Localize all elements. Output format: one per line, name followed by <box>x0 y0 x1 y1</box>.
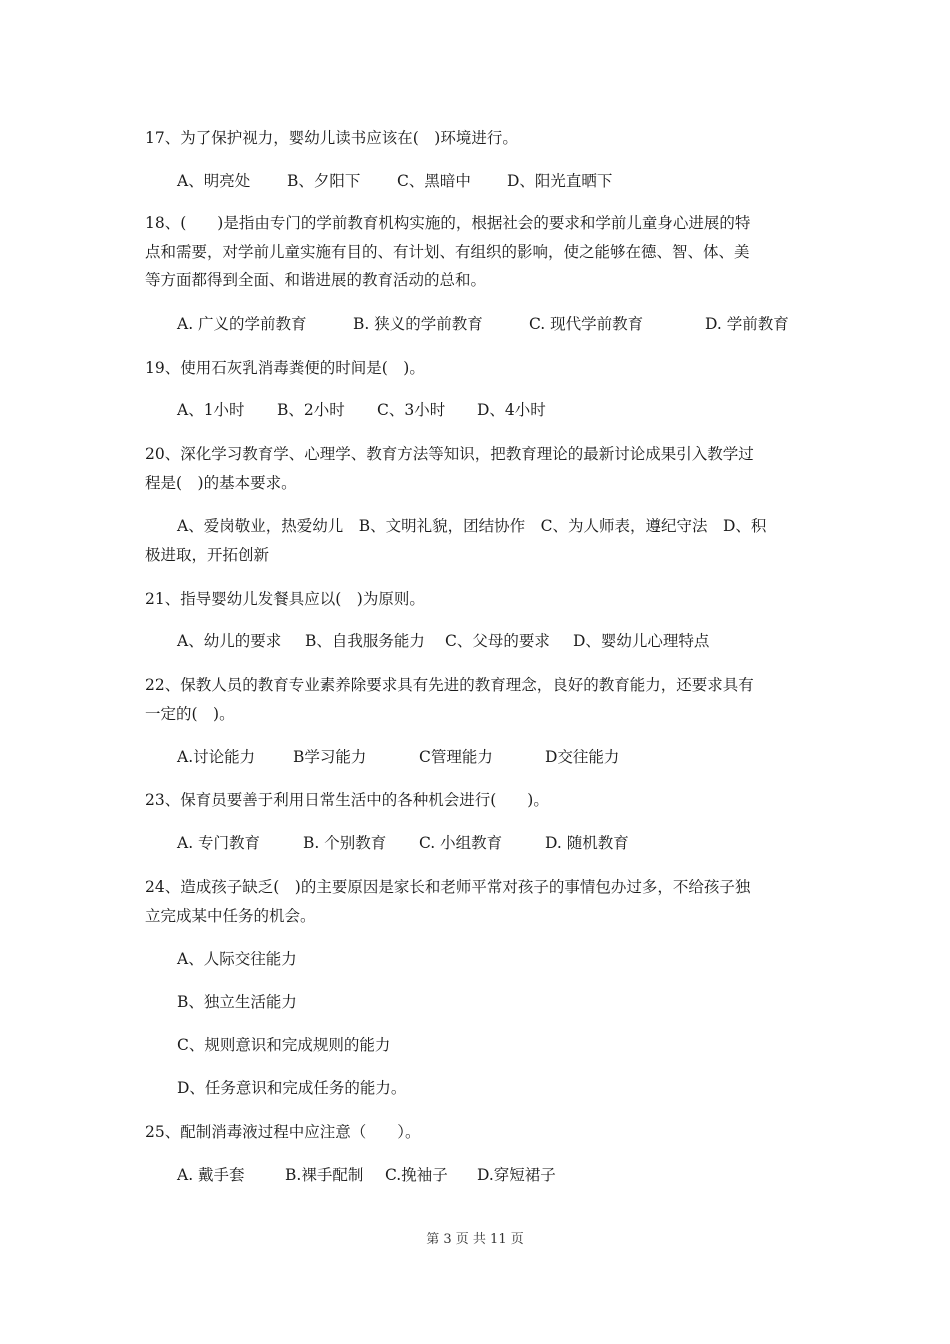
option-d: D、阳光直晒下 <box>507 172 613 190</box>
option-b: B. 个别教育 <box>303 834 387 852</box>
option-d: D、4小时 <box>477 401 546 419</box>
option-a: A、明亮处 <box>177 172 251 190</box>
question-23-options <box>177 832 629 854</box>
question-25-line-1: 25、配制消毒液过程中应注意（ ）。 <box>145 1123 421 1141</box>
option-b: B、夕阳下 <box>287 172 361 190</box>
option-c: C. 现代学前教育 <box>529 315 644 333</box>
question-25-options <box>177 1164 556 1186</box>
option-d: D. 随机教育 <box>545 834 629 852</box>
option-c: C. 小组教育 <box>419 834 503 852</box>
option-c: C、父母的要求 <box>445 632 550 650</box>
question-18-options <box>177 313 789 335</box>
question-20-options-line-1: A、爱岗敬业，热爱幼儿 B、文明礼貌，团结协作 C、为人师表，遵纪守法 D、积 <box>177 517 767 535</box>
question-24-option-c: C、规则意识和完成规则的能力 <box>177 1036 391 1054</box>
question-19-line-1: 19、使用石灰乳消毒粪便的时间是( )。 <box>145 359 425 377</box>
question-23-line-1: 23、保育员要善于利用日常生活中的各种机会进行( )。 <box>145 791 549 809</box>
option-a: A. 广义的学前教育 <box>177 315 307 333</box>
option-d: D交往能力 <box>545 748 620 766</box>
question-17-options <box>177 170 612 192</box>
option-d: D、婴幼儿心理特点 <box>573 632 710 650</box>
question-24-option-a: A、人际交往能力 <box>177 950 297 968</box>
page-footer: 第 3 页 共 11 页 <box>426 1232 524 1247</box>
question-24-line-1: 24、造成孩子缺乏( )的主要原因是家长和老师平常对孩子的事情包办过多，不给孩子独 <box>145 878 751 896</box>
option-b: B. 狭义的学前教育 <box>353 315 483 333</box>
question-24-option-b: B、独立生活能力 <box>177 993 297 1011</box>
question-22-line-2: 一定的( )。 <box>145 705 235 723</box>
question-20-options-line-2: 极进取，开拓创新 <box>145 546 270 564</box>
option-a: A. 专门教育 <box>177 834 261 852</box>
question-24-option-d: D、任务意识和完成任务的能力。 <box>177 1079 407 1097</box>
question-24-line-2: 立完成某中任务的机会。 <box>145 907 316 925</box>
option-d: D.穿短裙子 <box>477 1166 556 1184</box>
question-22-options <box>177 746 619 768</box>
option-b: B.裸手配制 <box>285 1166 364 1184</box>
question-19-options <box>177 399 546 421</box>
question-20-line-1: 20、深化学习教育学、心理学、教育方法等知识，把教育理论的最新讨论成果引入教学过 <box>145 445 754 463</box>
option-c: C、3小时 <box>377 401 446 419</box>
question-17-line-1: 17、为了保护视力，婴幼儿读书应该在( )环境进行。 <box>145 129 518 147</box>
question-18-line-2: 点和需要，对学前儿童实施有目的、有计划、有组织的影响，使之能够在德、智、体、美 <box>145 243 750 261</box>
option-a: A.讨论能力 <box>177 748 256 766</box>
question-21-options <box>177 630 709 652</box>
option-d: D. 学前教育 <box>705 315 789 333</box>
option-b: B、自我服务能力 <box>305 632 425 650</box>
option-c: C、黑暗中 <box>397 172 471 190</box>
option-a: A、1小时 <box>177 401 245 419</box>
question-20-line-2: 程是( )的基本要求。 <box>145 474 297 492</box>
option-a: A. 戴手套 <box>177 1166 245 1184</box>
question-21-line-1: 21、指导婴幼儿发餐具应以( )为原则。 <box>145 590 425 608</box>
option-c: C.挽袖子 <box>385 1166 448 1184</box>
option-a: A、幼儿的要求 <box>177 632 282 650</box>
question-18-line-3: 等方面都得到全面、和谐进展的教育活动的总和。 <box>145 271 487 289</box>
option-b: B学习能力 <box>293 748 367 766</box>
option-b: B、2小时 <box>277 401 345 419</box>
question-18-line-1: 18、( )是指由专门的学前教育机构实施的，根据社会的要求和学前儿童身心进展的特 <box>145 214 751 232</box>
question-22-line-1: 22、保教人员的教育专业素养除要求具有先进的教育理念，良好的教育能力，还要求具有 <box>145 676 754 694</box>
option-c: C管理能力 <box>419 748 493 766</box>
